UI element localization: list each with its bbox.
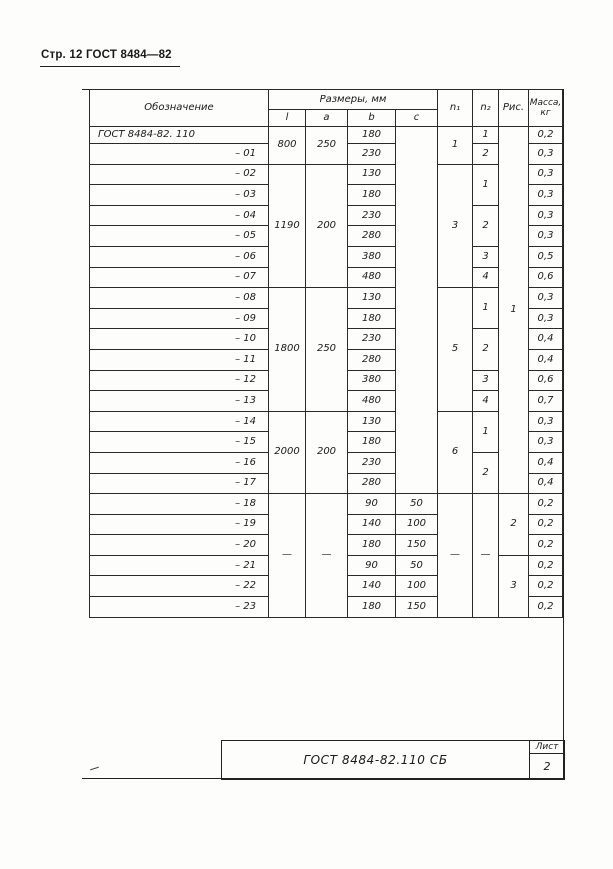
table-row xyxy=(90,494,563,515)
b-cell: 380 xyxy=(348,370,396,391)
header-row xyxy=(90,90,563,110)
a-cell: 250 xyxy=(306,127,348,165)
a-cell: 200 xyxy=(306,411,348,493)
header-figure: Рис. xyxy=(499,90,529,127)
designation-cell: – 16 xyxy=(90,452,269,473)
mass-cell: 0,3 xyxy=(529,205,563,226)
b-cell: 90 xyxy=(348,555,396,576)
table-row xyxy=(90,288,563,309)
designation-cell: – 05 xyxy=(90,226,269,247)
n2-cell: 3 xyxy=(473,246,499,267)
n2-cell: 4 xyxy=(473,391,499,412)
n2-cell: 2 xyxy=(473,452,499,493)
designation-cell: – 17 xyxy=(90,473,269,494)
b-cell: 130 xyxy=(348,288,396,309)
designation-cell: – 23 xyxy=(90,597,269,618)
designation-cell: – 03 xyxy=(90,185,269,206)
a-cell: 200 xyxy=(306,164,348,288)
mass-cell: 0,2 xyxy=(529,514,563,535)
mass-cell: 0,3 xyxy=(529,308,563,329)
mass-cell: 0,3 xyxy=(529,226,563,247)
mass-cell: 0,4 xyxy=(529,452,563,473)
n1-cell: 1 xyxy=(438,127,473,165)
designation-cell: – 19 xyxy=(90,514,269,535)
b-cell: 480 xyxy=(348,391,396,412)
mass-cell: 0,6 xyxy=(529,267,563,288)
designation-cell: – 11 xyxy=(90,349,269,370)
c-cell: 50 xyxy=(396,555,438,576)
mass-cell: 0,3 xyxy=(529,144,563,165)
n2-cell: 2 xyxy=(473,205,499,246)
n2-cell: 1 xyxy=(473,127,499,144)
figure-cell: 1 xyxy=(499,127,529,494)
n1-cell: 5 xyxy=(438,288,473,412)
b-cell: 130 xyxy=(348,411,396,432)
mass-cell: 0,4 xyxy=(529,473,563,494)
b-cell: 480 xyxy=(348,267,396,288)
header-mass: Масса, кг xyxy=(529,90,563,127)
b-cell: 180 xyxy=(348,185,396,206)
header-n2: n₂ xyxy=(473,90,499,127)
mass-cell: 0,3 xyxy=(529,432,563,453)
header-l: l xyxy=(269,110,306,127)
b-cell: 130 xyxy=(348,164,396,185)
designation-cell: – 08 xyxy=(90,288,269,309)
b-cell: 230 xyxy=(348,452,396,473)
designation-cell: – 02 xyxy=(90,164,269,185)
c-cell: 100 xyxy=(396,576,438,597)
header-a: a xyxy=(306,110,348,127)
l-cell: 800 xyxy=(269,127,306,165)
specification-table xyxy=(89,89,563,618)
b-cell: 140 xyxy=(348,514,396,535)
b-cell: 280 xyxy=(348,349,396,370)
mass-cell: 0,3 xyxy=(529,288,563,309)
n2-cell: 1 xyxy=(473,164,499,205)
header-rule xyxy=(40,66,180,67)
sheet-label: Лист xyxy=(530,741,565,754)
b-cell: 180 xyxy=(348,308,396,329)
b-cell: 140 xyxy=(348,576,396,597)
designation-cell: – 15 xyxy=(90,432,269,453)
n2-cell: 3 xyxy=(473,370,499,391)
b-cell: 280 xyxy=(348,226,396,247)
mass-cell: 0,2 xyxy=(529,576,563,597)
designation-cell: – 04 xyxy=(90,205,269,226)
designation-cell: – 12 xyxy=(90,370,269,391)
l-cell: 2000 xyxy=(269,411,306,493)
mass-cell: 0,2 xyxy=(529,535,563,556)
c-cell: 150 xyxy=(396,535,438,556)
mass-cell: 0,3 xyxy=(529,411,563,432)
n2-cell: — xyxy=(473,494,499,618)
table-row xyxy=(90,411,563,432)
b-cell: 90 xyxy=(348,494,396,515)
designation-cell: – 01 xyxy=(90,144,269,165)
b-cell: 380 xyxy=(348,246,396,267)
n2-cell: 4 xyxy=(473,267,499,288)
n2-cell: 2 xyxy=(473,329,499,370)
c-cell xyxy=(396,127,438,494)
designation-cell: – 20 xyxy=(90,535,269,556)
title-block xyxy=(221,740,565,780)
mass-cell: 0,2 xyxy=(529,494,563,515)
mass-cell: 0,2 xyxy=(529,597,563,618)
table-body xyxy=(90,90,563,618)
n2-cell: 2 xyxy=(473,144,499,165)
designation-cell: – 10 xyxy=(90,329,269,350)
mass-cell: 0,4 xyxy=(529,329,563,350)
mass-cell: 0,2 xyxy=(529,127,563,144)
mass-cell: 0,2 xyxy=(529,555,563,576)
n1-cell: 3 xyxy=(438,164,473,288)
designation-cell: – 13 xyxy=(90,391,269,412)
figure-cell: 2 xyxy=(499,494,529,556)
c-cell: 150 xyxy=(396,597,438,618)
mass-cell: 0,3 xyxy=(529,164,563,185)
mass-cell: 0,6 xyxy=(529,370,563,391)
b-cell: 180 xyxy=(348,597,396,618)
b-cell: 180 xyxy=(348,432,396,453)
b-cell: 180 xyxy=(348,535,396,556)
header-b: b xyxy=(348,110,396,127)
document-designation: ГОСТ 8484-82.110 СБ xyxy=(222,741,530,780)
n1-cell: 6 xyxy=(438,411,473,493)
l-cell: 1190 xyxy=(269,164,306,288)
header-designation: Обозначение xyxy=(90,90,269,127)
table-row xyxy=(90,164,563,185)
mass-cell: 0,3 xyxy=(529,185,563,206)
b-cell: 280 xyxy=(348,473,396,494)
designation-cell: – 06 xyxy=(90,246,269,267)
n2-cell: 1 xyxy=(473,411,499,452)
mass-cell: 0,7 xyxy=(529,391,563,412)
l-cell: 1800 xyxy=(269,288,306,412)
n1-cell: — xyxy=(438,494,473,618)
designation-cell: – 09 xyxy=(90,308,269,329)
b-cell: 230 xyxy=(348,329,396,350)
a-cell: 250 xyxy=(306,288,348,412)
table-row xyxy=(90,127,563,144)
b-cell: 230 xyxy=(348,205,396,226)
header-c: c xyxy=(396,110,438,127)
designation-cell: – 21 xyxy=(90,555,269,576)
designation-cell: – 14 xyxy=(90,411,269,432)
designation-cell: ГОСТ 8484-82. 110 xyxy=(90,127,269,144)
b-cell: 180 xyxy=(348,127,396,144)
c-cell: 100 xyxy=(396,514,438,535)
n2-cell: 1 xyxy=(473,288,499,329)
a-cell: — xyxy=(306,494,348,618)
mass-cell: 0,4 xyxy=(529,349,563,370)
designation-cell: – 18 xyxy=(90,494,269,515)
page-header: Стр. 12 ГОСТ 8484—82 xyxy=(41,49,172,61)
header-dimensions: Размеры, мм xyxy=(269,90,438,110)
mass-cell: 0,5 xyxy=(529,246,563,267)
c-cell: 50 xyxy=(396,494,438,515)
figure-cell: 3 xyxy=(499,555,529,617)
designation-cell: – 07 xyxy=(90,267,269,288)
designation-cell: – 22 xyxy=(90,576,269,597)
header-n1: n₁ xyxy=(438,90,473,127)
b-cell: 230 xyxy=(348,144,396,165)
sheet-number: 2 xyxy=(530,754,565,780)
l-cell: — xyxy=(269,494,306,618)
